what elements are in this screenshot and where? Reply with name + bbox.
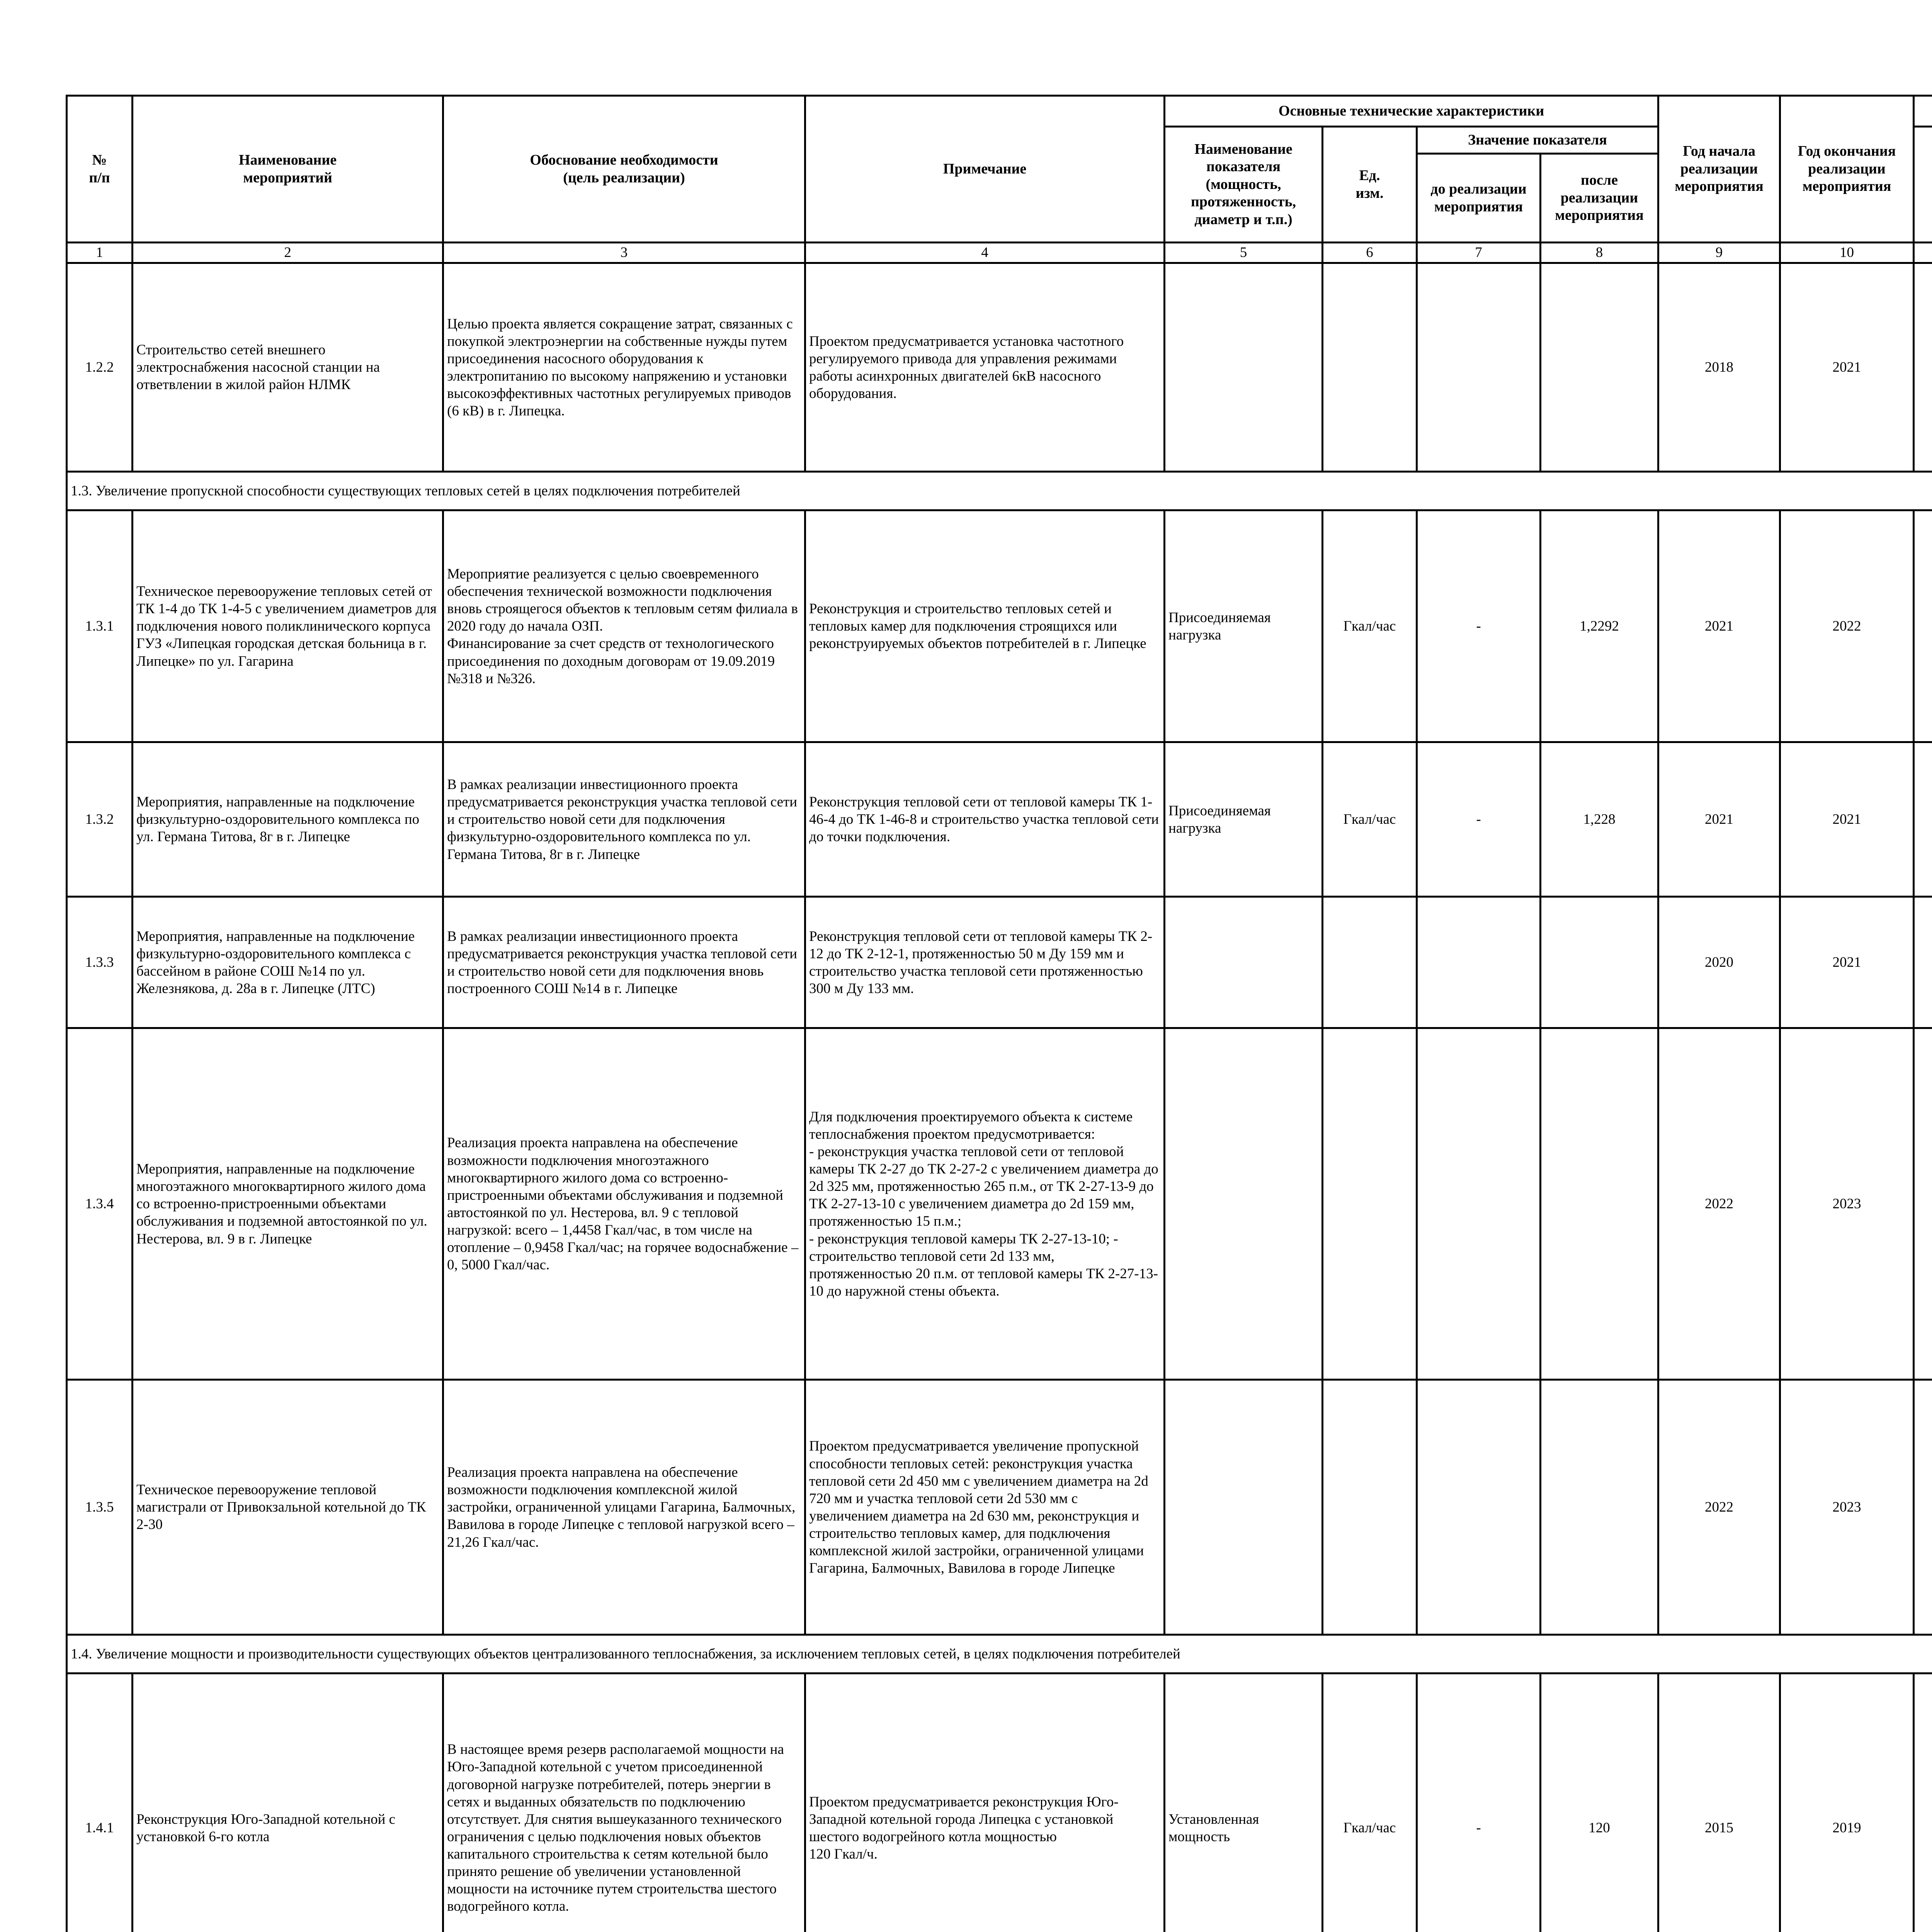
value-before (1417, 263, 1541, 472)
indicator-unit (1323, 897, 1417, 1028)
indicator-unit (1323, 1028, 1417, 1380)
year-end: 2021 (1780, 897, 1914, 1028)
table-row (67, 510, 1932, 742)
column-number: 2 (133, 243, 443, 263)
indicator-name: Установленная мощность (1165, 1673, 1323, 1932)
item-justification: Целью проекта является сокращение затрат, связанных с покупкой электроэнергии на собственные нужды путем присоединения насосного оборудования к электропитанию по высокому напряжению и установки высокоэффективных частотных регулируемых приводов (6 кВ) в г. Липецка. (443, 263, 805, 472)
item-justification: Реализация проекта направлена на обеспечение возможности подключения многоэтажного многоквартирного жилого дома со встроенно-пристроенными объектами обслуживания и подземной автостоянкой по ул. Нестерова, вл. 9 с тепловой нагрузкой: всего – 1,4458 Гкал/час, в том числе на отопление – 0,9458 Гкал/час; на горячее водоснабжение – 0, 5000 Гкал/час. (443, 1028, 805, 1380)
header-year-end: Год окончания реализации мероприятия (1780, 96, 1914, 243)
year-end: 2019 (1780, 1673, 1914, 1932)
value-before (1417, 1028, 1541, 1380)
cost-total (1914, 1673, 1932, 1932)
indicator-unit: Гкал/час (1323, 1673, 1417, 1932)
item-name: Мероприятия, направленные на подключение физкультурно-оздоровительного комплекса с бассейном в районе СОШ №14 по ул. Железнякова, д. 28а в г. Липецке (ЛТС) (133, 897, 443, 1028)
table-body (67, 263, 1932, 1932)
year-start: 2021 (1658, 742, 1780, 897)
value-after (1541, 897, 1658, 1028)
column-number: 3 (443, 243, 805, 263)
indicator-name (1165, 1380, 1323, 1635)
year-start: 2015 (1658, 1673, 1780, 1932)
header-value-group: Значение показателя (1417, 127, 1658, 154)
column-number: 10 (1780, 243, 1914, 263)
header-unit: Ед. изм. (1323, 127, 1417, 243)
item-note: Проектом предусматривается реконструкция Юго-Западной котельной города Липецка с установкой шестого водогрейного котла мощностью 120 Гкал/ч. (805, 1673, 1165, 1932)
table-row (67, 263, 1932, 472)
item-note: Проектом предусматривается увеличение пропускной способности тепловых сетей: реконструкция участка тепловой сети 2d 450 мм с увеличением диаметра на 2d 720 мм и участка тепловой сети 2d 530 мм с увеличением диаметра на 2d 630 мм, реконструкция и строительство тепловых камер, для подключения комплексной жилой застройки, ограниченной улицами Гагарина, Балмочных, Вавилова в городе Липецке (805, 1380, 1165, 1635)
value-before (1417, 1380, 1541, 1635)
column-number: 5 (1165, 243, 1323, 263)
indicator-name: Присоединяемая нагрузка (1165, 510, 1323, 742)
item-justification: В рамках реализации инвестиционного проекта предусматривается реконструкция участка тепловой сети и строительство новой сети для подключения физкультурно-оздоровительного комплекса по ул. Германа Титова, 8г в г. Липецке (443, 742, 805, 897)
column-number: 7 (1417, 243, 1541, 263)
table-header (67, 96, 1932, 263)
value-after: 1,2292 (1541, 510, 1658, 742)
header-name: Наименование мероприятий (133, 96, 443, 243)
column-number (1914, 243, 1932, 263)
row-number: 1.3.5 (67, 1380, 133, 1635)
indicator-unit: Гкал/час (1323, 742, 1417, 897)
header-tech-group: Основные технические характеристики (1165, 96, 1658, 127)
table-row (67, 897, 1932, 1028)
value-after: 1,228 (1541, 742, 1658, 897)
column-number: 6 (1323, 243, 1417, 263)
year-end: 2023 (1780, 1028, 1914, 1380)
header-num: № п/п (67, 96, 133, 243)
header-costs-group (1914, 96, 1932, 127)
section-title: 1.4. Увеличение мощности и производительности существующих объектов централизованного теплоснабжения, за исключением тепловых сетей, в целях подключения потребителей (67, 1635, 1932, 1673)
item-name: Реконструкция Юго-Западной котельной с установкой 6-го котла (133, 1673, 443, 1932)
value-after: 120 (1541, 1673, 1658, 1932)
item-note: Для подключения проектируемого объекта к системе теплоснабжения проектом предусмотривается: - реконструкция участка тепловой сети от тепловой камеры ТК 2-27 до ТК 2-27-2 с увеличением диаметра до 2d 325 мм, протяженностью 265 п.м., от ТК 2-27-13-9 до ТК 2-27-13-10 с увеличением диаметра до 2d 159 мм, протяженностью 15 п.м.; - реконструкция тепловой камеры ТК 2-27-13-10; - строительство тепловой сети 2d 133 мм, протяженностью 20 п.м. от тепловой камеры ТК 2-27-13-10 до наружной стены объекта. (805, 1028, 1165, 1380)
section-row (67, 472, 1932, 510)
value-after (1541, 1028, 1658, 1380)
item-justification: Мероприятие реализуется с целью своевременного обеспечения технической возможности подключения вновь строящегося объектов к тепловым сетям филиала в 2020 году до начала ОЗП. Финансирование за счет средств от технологического присоединения по доходным договорам от 19.09.2019 №318 и №326. (443, 510, 805, 742)
cost-total (1914, 742, 1932, 897)
column-number: 9 (1658, 243, 1780, 263)
year-start: 2021 (1658, 510, 1780, 742)
header-before: до реализации мероприятия (1417, 154, 1541, 243)
row-number: 1.4.1 (67, 1673, 133, 1932)
item-note: Реконструкция тепловой сети от тепловой камеры ТК 1-46-4 до ТК 1-46-8 и строительство участка тепловой сети до точки подключения. (805, 742, 1165, 897)
header-total (1914, 127, 1932, 243)
item-justification: В рамках реализации инвестиционного проекта предусматривается реконструкция участка тепловой сети и строительство новой сети для подключения вновь построенного СОШ №14 в г. Липецке (443, 897, 805, 1028)
year-end: 2022 (1780, 510, 1914, 742)
column-number: 8 (1541, 243, 1658, 263)
item-note: Реконструкция тепловой сети от тепловой камеры ТК 2-12 до ТК 2-12-1, протяженностью 50 м Ду 159 мм и строительство участка тепловой сети протяженностью 300 м Ду 133 мм. (805, 897, 1165, 1028)
indicator-name (1165, 263, 1323, 472)
item-justification: Реализация проекта направлена на обеспечение возможности подключения комплексной жилой застройки, ограниченной улицами Гагарина, Балмочных, Вавилова в городе Липецке с тепловой нагрузкой всего – 21,26 Гкал/час. (443, 1380, 805, 1635)
indicator-unit (1323, 263, 1417, 472)
indicator-name (1165, 897, 1323, 1028)
cost-total (1914, 263, 1932, 472)
value-before: - (1417, 510, 1541, 742)
item-name: Техническое перевооружение тепловых сетей от ТК 1-4 до ТК 1-4-5 с увеличением диаметров для подключения нового поликлинического корпуса ГУЗ «Липецкая городская детская больница в г. Липецке» по ул. Гагарина (133, 510, 443, 742)
item-note: Проектом предусматривается установка частотного регулируемого привода для управления режимами работы асинхронных двигателей 6кВ насосного оборудования. (805, 263, 1165, 472)
table-row (67, 1028, 1932, 1380)
header-after: после реализации мероприятия (1541, 154, 1658, 243)
table-row (67, 742, 1932, 897)
row-number: 1.3.2 (67, 742, 133, 897)
cost-total (1914, 1380, 1932, 1635)
cost-total (1914, 897, 1932, 1028)
indicator-unit (1323, 1380, 1417, 1635)
item-justification: В настоящее время резерв располагаемой мощности на Юго-Западной котельной с учетом присоединенной договорной нагрузке потребителей, потерь энергии в сетях и выданных обязательств по подключению отсутствует. Для снятия вышеуказанного технического ограничения с целью подключения новых объектов капитального строительства к сетям котельной было принято решение об увеличении установленной мощности на источнике путем строительства шестого водогрейного котла. (443, 1673, 805, 1932)
header-year-start: Год начала реализации мероприятия (1658, 96, 1780, 243)
indicator-name: Присоединяемая нагрузка (1165, 742, 1323, 897)
value-after (1541, 1380, 1658, 1635)
year-start: 2020 (1658, 897, 1780, 1028)
item-name: Техническое перевооружение тепловой магистрали от Привокзальной котельной до ТК 2-30 (133, 1380, 443, 1635)
year-start: 2022 (1658, 1028, 1780, 1380)
header-note: Примечание (805, 96, 1165, 243)
year-end: 2021 (1780, 742, 1914, 897)
section-title: 1.3. Увеличение пропускной способности существующих тепловых сетей в целях подключения потребителей (67, 472, 1932, 510)
row-number: 1.2.2 (67, 263, 133, 472)
year-start: 2018 (1658, 263, 1780, 472)
row-number: 1.3.3 (67, 897, 133, 1028)
year-end: 2021 (1780, 263, 1914, 472)
header-justification: Обоснование необходимости (цель реализации) (443, 96, 805, 243)
column-number-row (67, 243, 1932, 263)
item-note: Реконструкция и строительство тепловых сетей и тепловых камер для подключения строящихся или реконструируемых объектов потребителей в г. Липецке (805, 510, 1165, 742)
cost-total (1914, 510, 1932, 742)
value-before: - (1417, 742, 1541, 897)
cost-total (1914, 1028, 1932, 1380)
item-name: Строительство сетей внешнего электроснабжения насосной станции на ответвлении в жилой район НЛМК (133, 263, 443, 472)
value-before (1417, 897, 1541, 1028)
table-row (67, 1380, 1932, 1635)
column-number: 4 (805, 243, 1165, 263)
year-start: 2022 (1658, 1380, 1780, 1635)
value-after (1541, 263, 1658, 472)
investment-program-table (66, 95, 1932, 1932)
row-number: 1.3.4 (67, 1028, 133, 1380)
indicator-name (1165, 1028, 1323, 1380)
indicator-unit: Гкал/час (1323, 510, 1417, 742)
column-number: 1 (67, 243, 133, 263)
item-name: Мероприятия, направленные на подключение многоэтажного многоквартирного жилого дома со встроенно-пристроенными объектами обслуживания и подземной автостоянкой по ул. Нестерова, вл. 9 в г. Липецке (133, 1028, 443, 1380)
value-before: - (1417, 1673, 1541, 1932)
header-indicator-name: Наименование показателя (мощность, протяженность, диаметр и т.п.) (1165, 127, 1323, 243)
table-row (67, 1673, 1932, 1932)
row-number: 1.3.1 (67, 510, 133, 742)
year-end: 2023 (1780, 1380, 1914, 1635)
section-row (67, 1635, 1932, 1673)
item-name: Мероприятия, направленные на подключение физкультурно-оздоровительного комплекса по ул. Германа Титова, 8г в г. Липецке (133, 742, 443, 897)
